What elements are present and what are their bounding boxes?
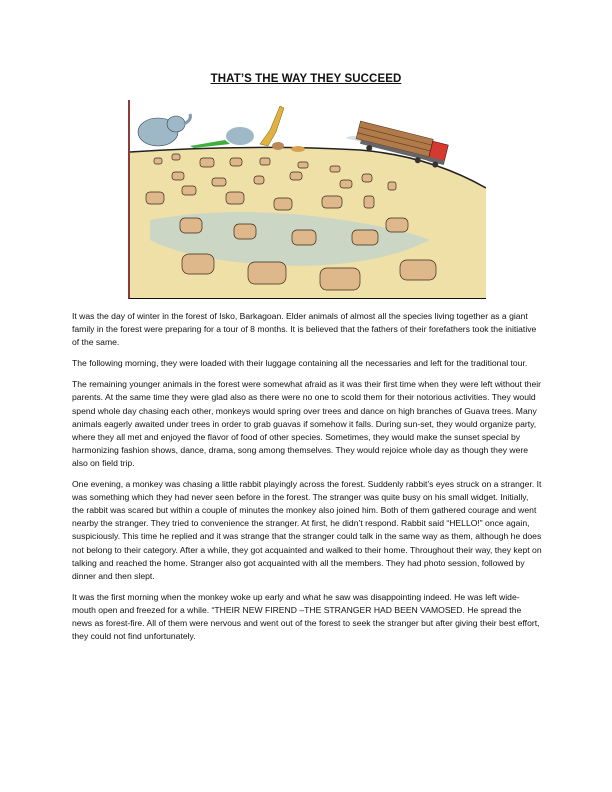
illustration-deforestation [128,100,486,299]
paragraph: The following morning, they were loaded with their luggage containing all the necessaries and left for the traditional tour. [72,358,528,369]
page-title: THAT’S THE WAY THEY SUCCEED [210,73,402,85]
story-body [72,310,542,651]
paragraph: It was the first morning when the monkey woke up early and what he saw was disappointing indeed. He was left wide-mouth open and freezed for a while. “THEIR NEW FIREND –THE STRANGER HAD BEEN VAMOSED. He spread the news as forest-fire. All of them were nervous and went out of the forest to seek the stranger but after giving their best effort, they could not find unfortunately. [72,591,540,642]
paragraph: It was the day of winter in the forest of Isko, Barkagoan. Elder animals of almost all the species living together as a giant family in the forest were preparing for a tour of 8 months. It is believed that the fathers of their forefathers took the initiative of the same. [72,311,537,348]
deforestation-cartoon-image [130,100,486,298]
paragraph: The remaining younger animals in the forest were somewhat afraid as it was their first time when they were left without their parents. At the same time they were glad also as there were no one to scold them for their notorious activities. They would spend whole day chasing each other, monkeys would spring over trees and dance on high branches of Guava trees. Many animals eagerly awaited under trees in order to grab guavas if somehow it falls. During sun-set, they would organize party, where they all met and enjoyed the flavor of food of other species. Sometimes, they would make the sunset special by harmonizing fashion shows, dance, drama, song among themselves. They would rejoice whole day as though they were also on field trip. [72,379,542,468]
paragraph: One evening, a monkey was chasing a little rabbit playingly across the forest. Suddenly rabbit’s eyes struck on a stranger. It was something which they had never seen before in the forest. The stranger was quite busy on his small widget. Initially, the rabbit was scared but within a couple of minutes the monkey also joined him. Both of them gathered courage and went nearby the stranger. They tried to convenience the stranger. At first, he didn’t respond. Rabbit said “HELLO!” once again, suspiciously. This time he replied and it was strange that the stranger could talk in the same way as them, although he does not belong to their category. After a while, they got acquainted and walked to their home. Throughout their way, they kept on talking and reached the home. Stranger also got acquainted with all the members. They had photo session, followed by dinner and then slept. [72,479,542,581]
